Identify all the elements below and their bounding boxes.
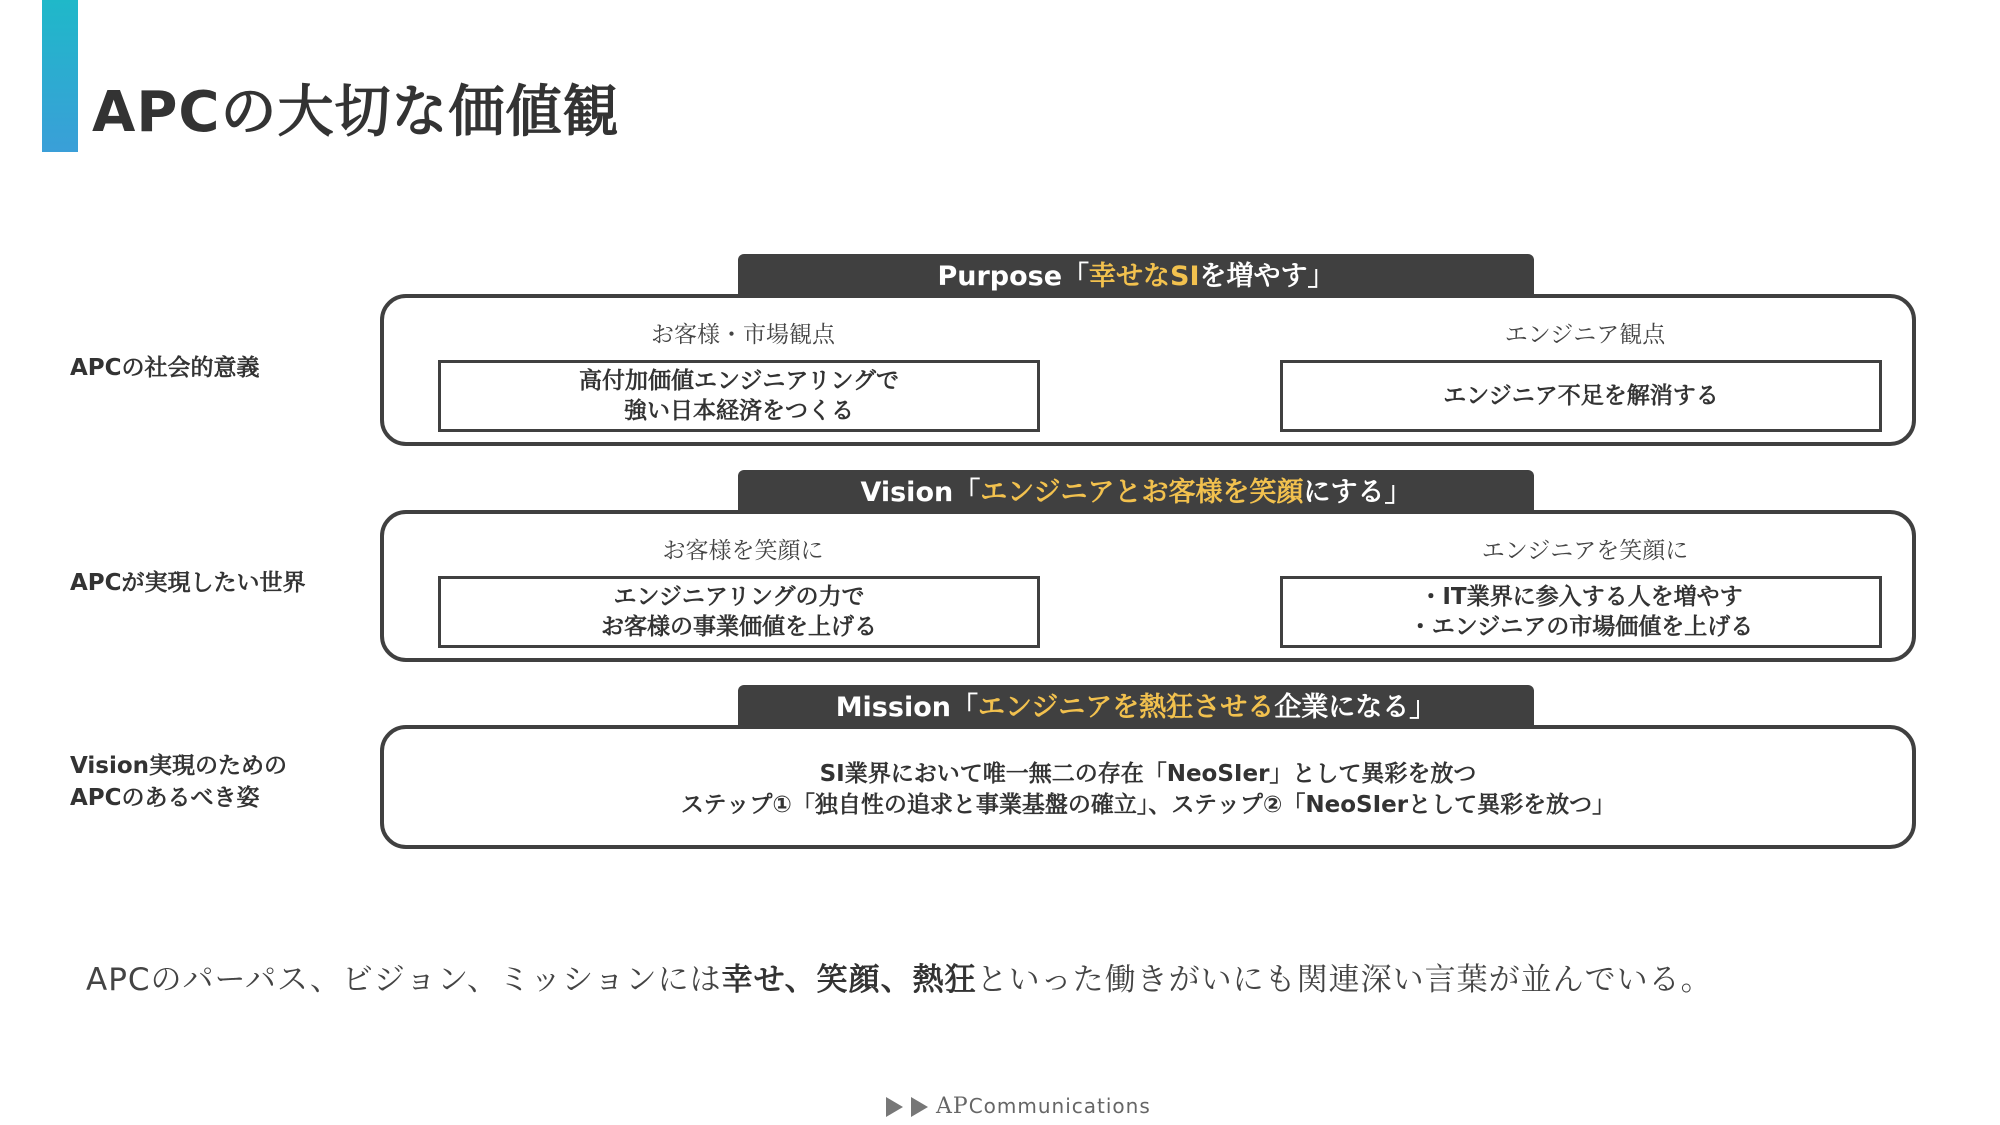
summary-text [86,954,1713,999]
mission-line: ステップ①「独自性の追求と事業基盤の確立」、ステップ②「NeoSIerとして異彩を放つ」 [680,792,1616,818]
vision-left-box [438,576,1040,648]
play-arrow-icon [886,1097,903,1117]
purpose-left-viewpoint: お客様・市場観点 [651,322,835,348]
vision-band [380,510,1916,662]
header-prefix: Vision「 [860,477,981,508]
row-label-line: APCが実現したい世界 [70,570,306,596]
header-prefix: Mission「 [835,692,978,723]
box-line: ・エンジニアの市場価値を上げる [1408,614,1754,640]
mission-line: SI業界において唯一無二の存在「NeoSIer」として異彩を放つ [819,761,1477,787]
summary-pre: APCのパーパス、ビジョン、ミッションには [86,962,722,998]
box-line: エンジニア不足を解消する [1443,383,1719,409]
box-line: お客様の事業価値を上げる [601,614,877,640]
vision-row-label [70,567,370,599]
box-line: 高付加価値エンジニアリングで [578,368,900,394]
header-suffix: 企業になる」 [1274,692,1437,723]
header-suffix: を増やす」 [1199,261,1335,292]
purpose-row-label [70,352,370,384]
mission-body [384,759,1912,821]
header-prefix: Purpose「 [937,261,1090,292]
title-accent-bar [42,0,78,152]
purpose-right-viewpoint: エンジニア観点 [1504,322,1666,348]
summary-post: といった働きがいにも関連深い言葉が並んでいる。 [976,962,1713,998]
brand-name [936,1094,1151,1119]
header-highlight: エンジニアを熱狂させる [977,692,1275,723]
row-label-line: Vision実現のための [70,753,288,779]
vision-right-viewpoint: エンジニアを笑顔に [1481,538,1689,564]
row-label-line: APCのあるべき姿 [70,785,260,811]
brand-prefix: AP [936,1094,969,1119]
mission-row-label [70,750,370,814]
box-line: ・IT業界に参入する人を増やす [1419,584,1743,610]
footer-logo [886,1094,1151,1119]
box-line: エンジニアリングの力で [613,584,865,610]
vision-right-box [1280,576,1882,648]
purpose-left-box [438,360,1040,432]
page-title: APCの大切な価値観 [92,80,620,145]
vision-left-viewpoint: お客様を笑顔に [662,538,824,564]
purpose-band [380,294,1916,446]
header-highlight: 幸せなSI [1089,261,1200,292]
brand-rest: Communications [968,1094,1151,1118]
header-suffix: にする」 [1303,477,1412,508]
header-highlight: エンジニアとお客様を笑顔 [980,477,1304,508]
box-line: 強い日本経済をつくる [624,398,854,424]
purpose-right-box [1280,360,1882,432]
mission-band [380,725,1916,849]
play-arrow-icon [911,1097,928,1117]
row-label-line: APCの社会的意義 [70,355,260,381]
summary-bold: 幸せ、笑顔、熱狂 [721,962,977,998]
